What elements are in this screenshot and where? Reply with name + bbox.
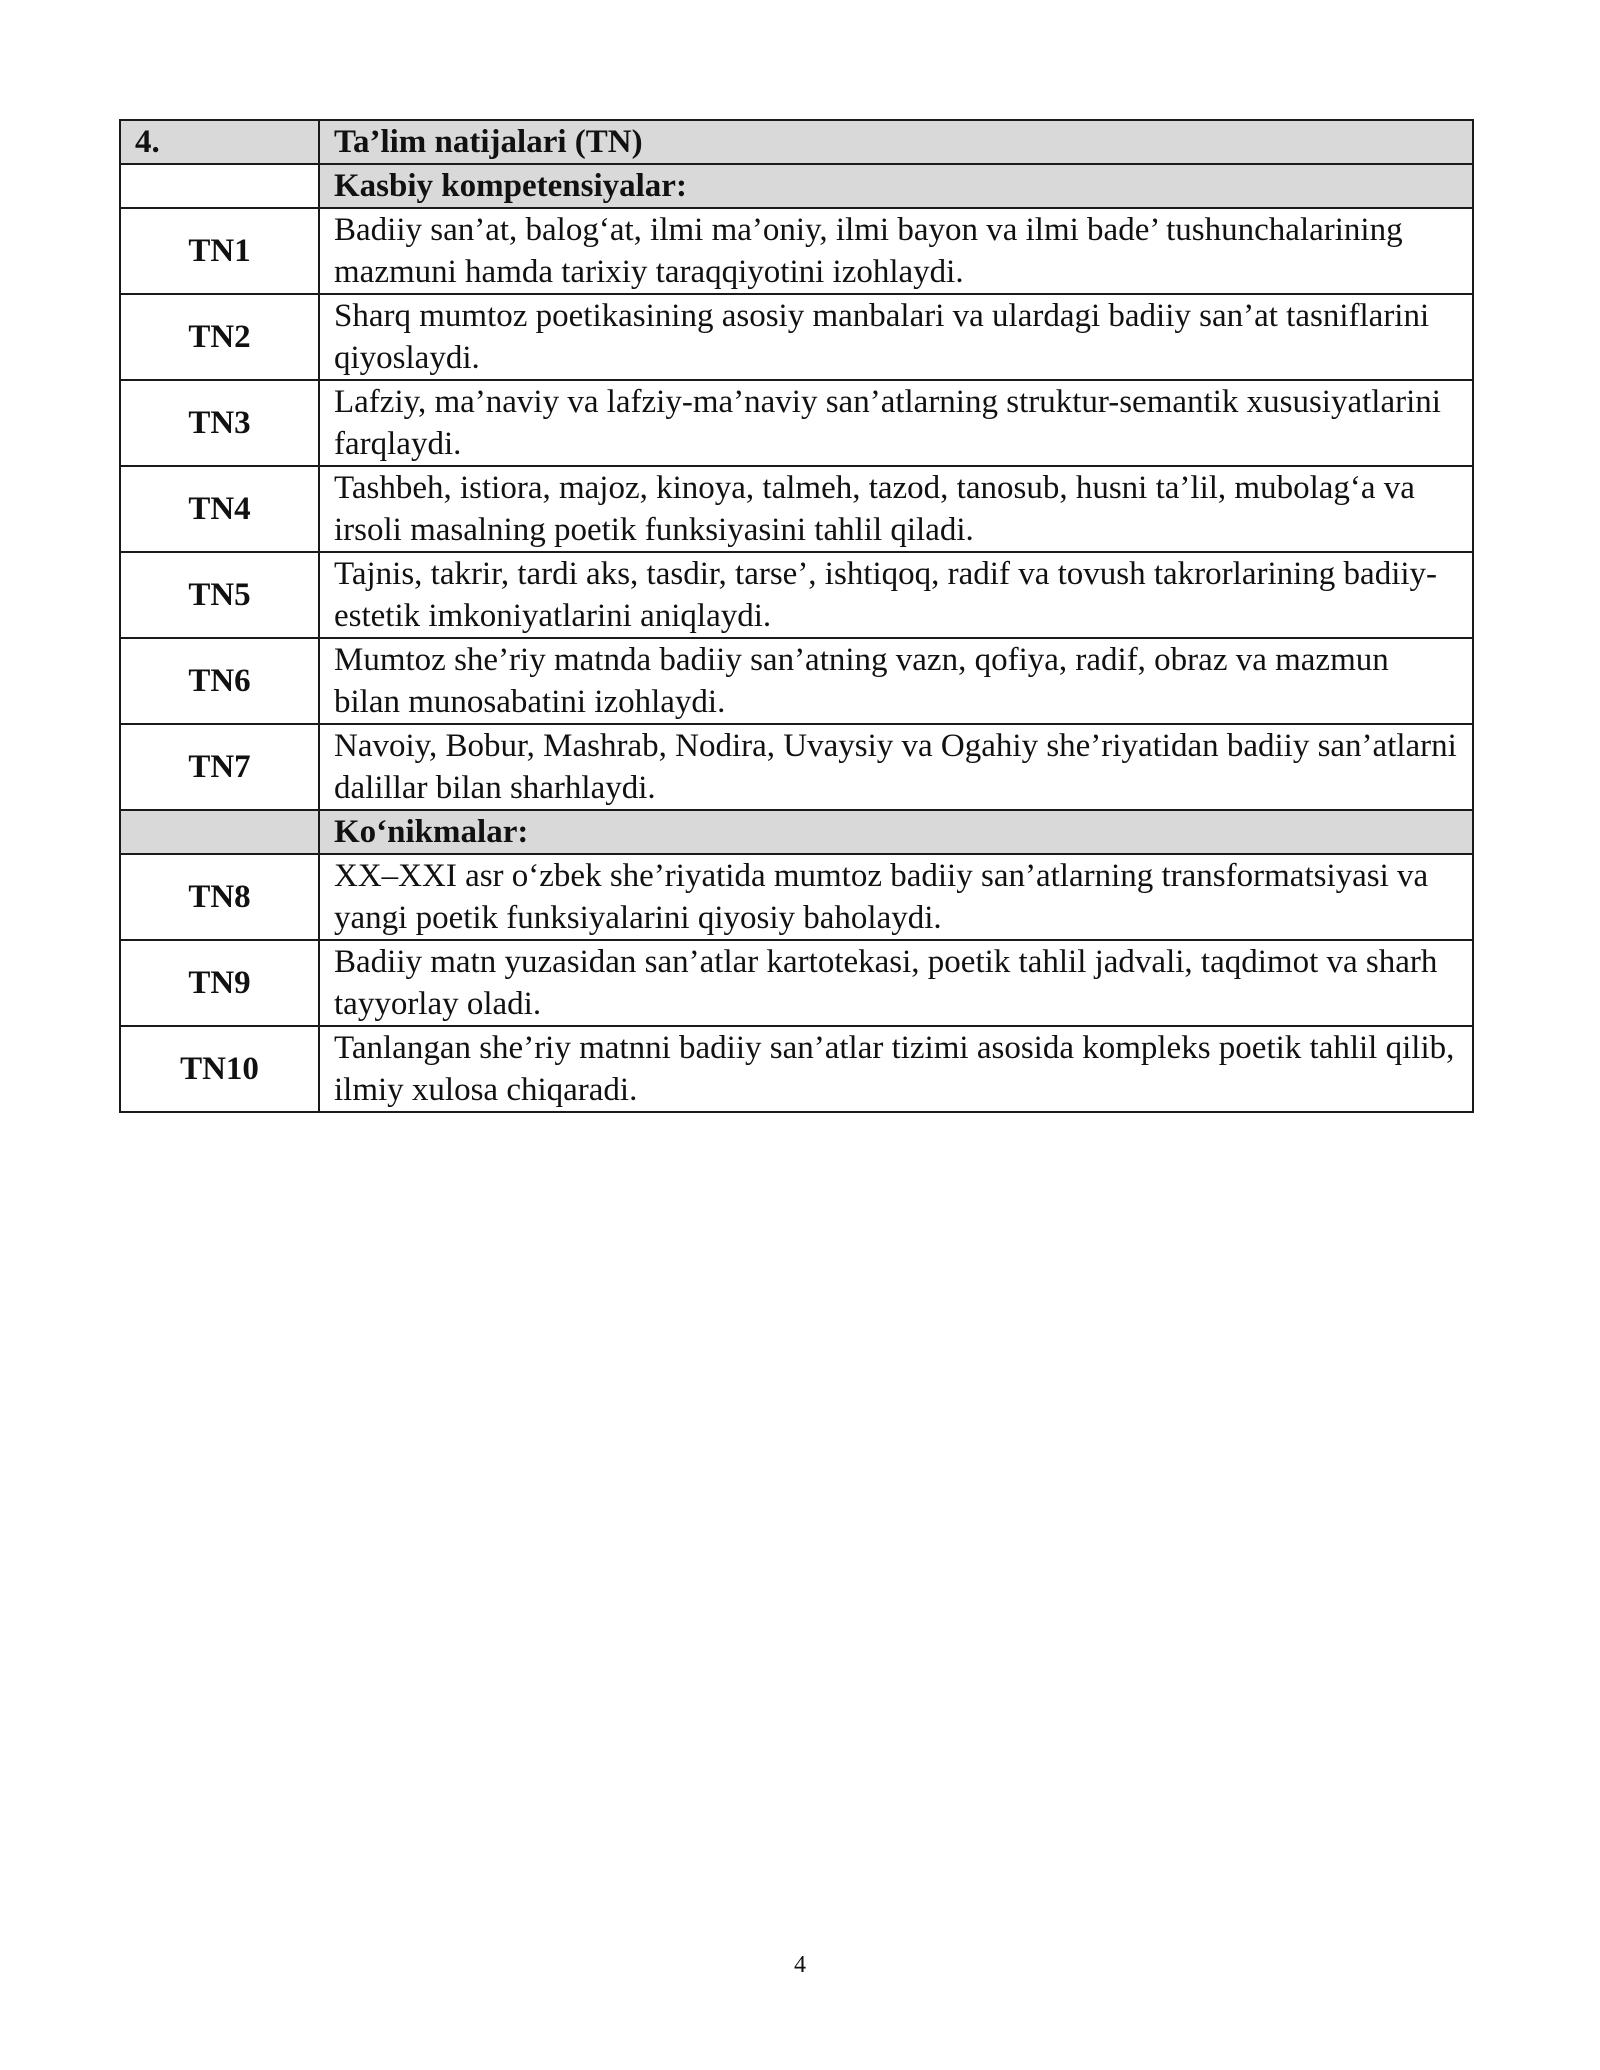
group-label-kasbiy: Kasbiy kompetensiyalar:	[319, 164, 1473, 208]
table-row	[120, 294, 1473, 380]
outcome-code: TN6	[120, 638, 319, 724]
outcome-code: TN1	[120, 208, 319, 294]
table-row	[120, 380, 1473, 466]
group-header-row	[120, 164, 1473, 208]
outcome-code: TN4	[120, 466, 319, 552]
table-row	[120, 854, 1473, 940]
group-label-konikmalar: Ko‘nikmalar:	[319, 810, 1473, 854]
outcome-description: Badiiy matn yuzasidan san’atlar kartotekasi, poetik tahlil jadvali, taqdimot va sharh tayyorlay oladi.	[319, 940, 1473, 1026]
outcome-code: TN8	[120, 854, 319, 940]
outcome-description: Badiiy san’at, balog‘at, ilmi ma’oniy, ilmi bayon va ilmi bade’ tushunchalarining mazmuni hamda tarixiy taraqqiyotini izohlaydi.	[319, 208, 1473, 294]
outcome-description: Tajnis, takrir, tardi aks, tasdir, tarse’, ishtiqoq, radif va tovush takrorlarining badiiy-estetik imkoniyatlarini aniqlaydi.	[319, 552, 1473, 638]
section-number: 4.	[120, 120, 319, 164]
learning-outcomes-table	[119, 119, 1474, 1113]
outcome-code: TN7	[120, 724, 319, 810]
outcome-description: Tashbeh, istiora, majoz, kinoya, talmeh, tazod, tanosub, husni ta’lil, mubolag‘a va irsoli masalning poetik funksiyasini tahlil qiladi.	[319, 466, 1473, 552]
outcome-code: TN5	[120, 552, 319, 638]
group-header-empty-cell	[120, 810, 319, 854]
table-row	[120, 940, 1473, 1026]
outcome-code: TN2	[120, 294, 319, 380]
outcome-code: TN9	[120, 940, 319, 1026]
outcome-code: TN10	[120, 1026, 319, 1112]
outcome-code: TN3	[120, 380, 319, 466]
table-row	[120, 1026, 1473, 1112]
outcome-description: Tanlangan she’riy matnni badiiy san’atlar tizimi asosida kompleks poetik tahlil qilib, ilmiy xulosa chiqaradi.	[319, 1026, 1473, 1112]
outcome-description: Sharq mumtoz poetikasining asosiy manbalari va ulardagi badiiy san’at tasniflarini qiyoslaydi.	[319, 294, 1473, 380]
group-header-row	[120, 810, 1473, 854]
section-title: Ta’lim natijalari (TN)	[319, 120, 1473, 164]
outcome-description: Navoiy, Bobur, Mashrab, Nodira, Uvaysiy va Ogahiy she’riyatidan badiiy san’atlarni dalillar bilan sharhlaydi.	[319, 724, 1473, 810]
section-header-row	[120, 120, 1473, 164]
outcome-description: XX–XXI asr o‘zbek she’riyatida mumtoz badiiy san’atlarning transformatsiyasi va yangi poetik funksiyalarini qiyosiy baholaydi.	[319, 854, 1473, 940]
outcome-description: Lafziy, ma’naviy va lafziy-ma’naviy san’atlarning struktur-semantik xususiyatlarini farqlaydi.	[319, 380, 1473, 466]
table-row	[120, 724, 1473, 810]
table-row	[120, 638, 1473, 724]
table-row	[120, 466, 1473, 552]
table-row	[120, 552, 1473, 638]
outcome-description: Mumtoz she’riy matnda badiiy san’atning vazn, qofiya, radif, obraz va mazmun bilan munosabatini izohlaydi.	[319, 638, 1473, 724]
table-row	[120, 208, 1473, 294]
page-number: 4	[794, 1952, 806, 1978]
group-header-empty-cell	[120, 164, 319, 208]
